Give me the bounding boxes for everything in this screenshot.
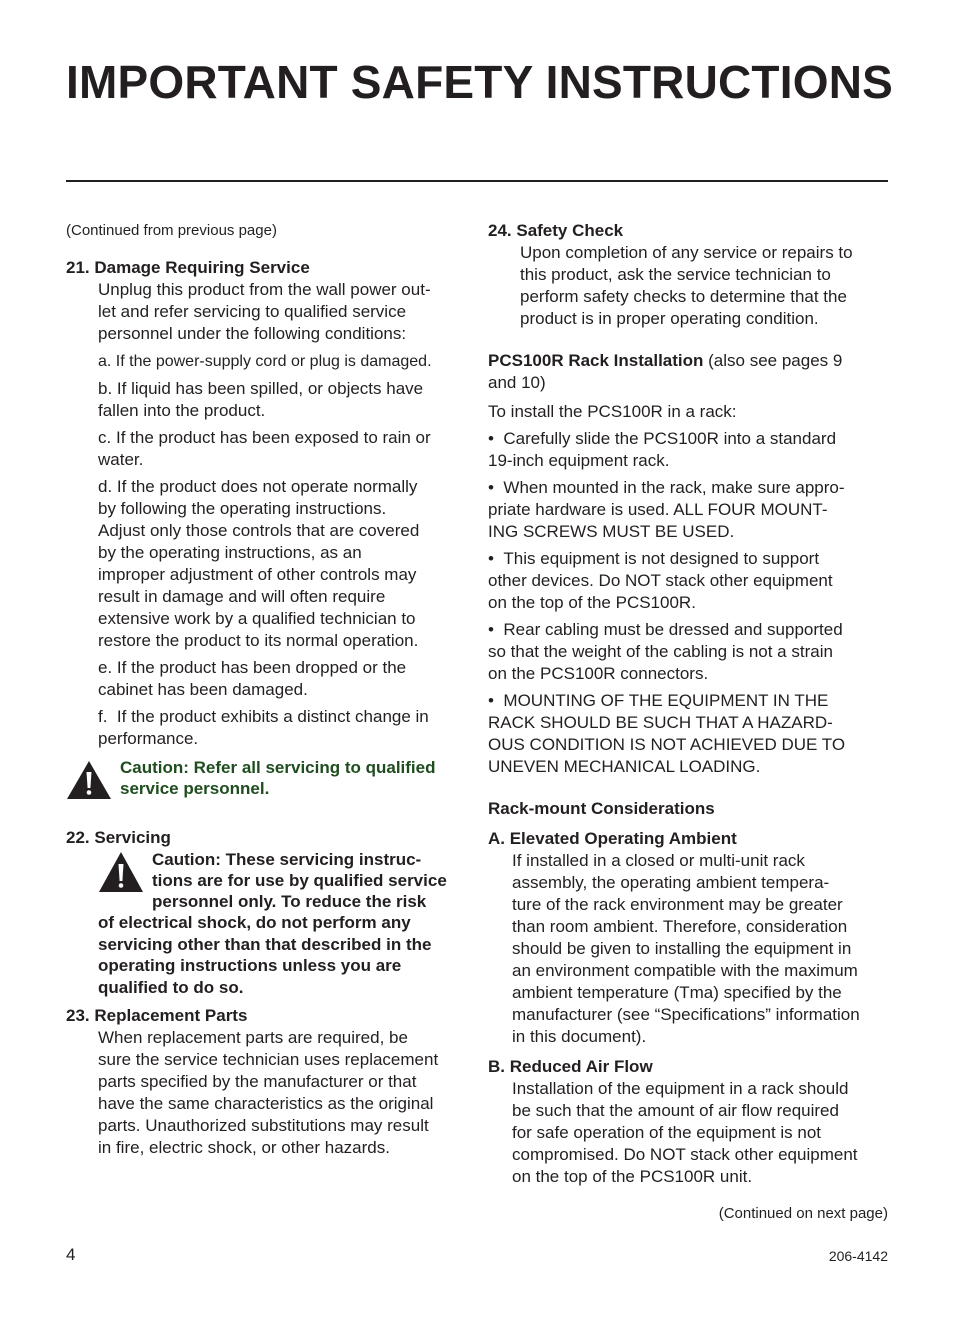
caution-line: service personnel. <box>120 779 270 798</box>
title-divider <box>66 180 888 182</box>
elevated-ambient-heading: A. Elevated Operating Ambient <box>488 829 737 848</box>
text-line: result in damage and will often require <box>98 587 386 606</box>
text-line: ING SCREWS MUST BE USED. <box>488 522 735 541</box>
text-line: on the PCS100R connectors. <box>488 664 709 683</box>
warning-triangle-icon <box>98 851 144 898</box>
text-line: should be given to installing the equipment in <box>512 939 852 958</box>
text-line: in this document). <box>512 1027 647 1046</box>
text-line: When replacement parts are required, be <box>98 1028 408 1047</box>
caution-refer-servicing <box>66 757 471 806</box>
text-line: Unplug this product from the wall power out- <box>98 280 431 299</box>
text-line: than room ambient. Therefore, consideration <box>512 917 848 936</box>
text-line: be such that the amount of air flow required <box>512 1101 839 1120</box>
caution-line: personnel only. To reduce the risk <box>152 892 427 911</box>
rack-heading-line2: and 10) <box>488 373 546 392</box>
right-column <box>488 220 893 1225</box>
rack-bullet-list <box>488 428 893 778</box>
text-line: If liquid has been spilled, or objects have <box>116 379 424 398</box>
text-line: let and refer servicing to qualified service <box>98 302 407 321</box>
text-line: manufacturer (see “Specifications” information <box>512 1005 860 1024</box>
reduced-air-flow-heading: B. Reduced Air Flow <box>488 1057 653 1076</box>
text-line: water. <box>98 450 144 469</box>
section-23-body <box>66 1027 471 1159</box>
rack-considerations-heading: Rack-mount Considerations <box>488 799 715 818</box>
reduced-air-flow-body <box>488 1078 893 1188</box>
item-label: d. <box>98 477 113 496</box>
item-label: b. <box>98 379 113 398</box>
continued-from-note: (Continued from previous page) <box>66 222 277 239</box>
warning-triangle-icon <box>66 760 112 806</box>
section-22-caution <box>66 849 471 998</box>
list-item: • This equipment is not designed to support other devices. Do NOT stack other equipment on the top of the PCS100R. <box>488 548 893 614</box>
text-line: perform safety checks to determine that the <box>520 287 847 306</box>
text-line: assembly, the operating ambient tempera- <box>512 873 830 892</box>
text-line: other devices. Do NOT stack other equipment <box>488 571 833 590</box>
text-line: If the product has been exposed to rain or <box>115 428 431 447</box>
text-line: ambient temperature (Tma) specified by the <box>512 983 842 1002</box>
text-line: If installed in a closed or multi-unit rack <box>512 851 805 870</box>
text-line: fallen into the product. <box>98 401 266 420</box>
continued-on-note: (Continued on next page) <box>718 1205 888 1222</box>
text-line: Upon completion of any service or repairs to <box>520 243 853 262</box>
left-column <box>66 220 471 1159</box>
condition-item-a <box>66 351 471 373</box>
rack-intro: To install the PCS100R in a rack: <box>488 402 737 421</box>
rack-heading-rest: (also see pages 9 <box>703 351 843 370</box>
text-line: OUS CONDITION IS NOT ACHIEVED DUE TO <box>488 735 846 754</box>
text-line: have the same characteristics as the original <box>98 1094 434 1113</box>
rack-installation-heading <box>488 350 893 394</box>
text-line: If the product exhibits a distinct change in <box>116 707 429 726</box>
caution-line: operating instructions unless you are <box>98 956 402 975</box>
text-line: Carefully slide the PCS100R into a standard <box>503 429 837 448</box>
condition-item-f <box>66 706 471 750</box>
text-line: 19-inch equipment rack. <box>488 451 670 470</box>
condition-item-b <box>66 378 471 422</box>
text-line: by the operating instructions, as an <box>98 543 362 562</box>
condition-list <box>66 351 471 750</box>
caution-line: qualified to do so. <box>98 977 244 997</box>
text-line: priate hardware is used. ALL FOUR MOUNT- <box>488 500 828 519</box>
text-line: personnel under the following conditions: <box>98 324 407 343</box>
text-line: improper adjustment of other controls may <box>98 565 417 584</box>
text-line: If the power-supply cord or plug is damaged. <box>115 353 432 370</box>
text-line: Installation of the equipment in a rack should <box>512 1079 849 1098</box>
text-line: performance. <box>98 729 199 748</box>
text-line: When mounted in the rack, make sure appro- <box>503 478 845 497</box>
list-item: • MOUNTING OF THE EQUIPMENT IN THE RACK SHOULD BE SUCH THAT A HAZARD- OUS CONDITION IS NOT ACHIEVED DUE TO UNEVEN MECHANICAL LOADING. <box>488 690 893 778</box>
item-label: a. <box>98 353 112 370</box>
condition-item-c <box>66 427 471 471</box>
text-line: in fire, electric shock, or other hazards. <box>98 1138 390 1157</box>
text-line: compromised. Do NOT stack other equipment <box>512 1145 858 1164</box>
text-line: for safe operation of the equipment is not <box>512 1123 822 1142</box>
list-item: • Rear cabling must be dressed and supported so that the weight of the cabling is not a strain on the PCS100R connectors. <box>488 619 893 685</box>
text-line: Adjust only those controls that are covered <box>98 521 420 540</box>
text-line: on the top of the PCS100R unit. <box>512 1167 753 1186</box>
caution-line: of electrical shock, do not perform any <box>98 913 411 932</box>
text-line: extensive work by a qualified technician to <box>98 609 416 628</box>
text-line: If the product has been dropped or the <box>116 658 407 677</box>
section-21-heading: 21. Damage Requiring Service <box>66 258 310 277</box>
caution-line: Caution: These servicing instruc- <box>152 850 422 869</box>
text-line: This equipment is not designed to support <box>503 549 820 568</box>
page-number: 4 <box>66 1245 76 1264</box>
section-21-intro <box>66 279 471 345</box>
condition-item-d <box>66 476 471 652</box>
condition-item-e <box>66 657 471 701</box>
text-line: parts. Unauthorized substitutions may result <box>98 1116 429 1135</box>
text-line: by following the operating instructions. <box>98 499 387 518</box>
text-line: sure the service technician uses replacement <box>98 1050 439 1069</box>
text-line: RACK SHOULD BE SUCH THAT A HAZARD- <box>488 713 833 732</box>
text-line: restore the product to its normal operation. <box>98 631 419 650</box>
text-line: an environment compatible with the maximum <box>512 961 858 980</box>
caution-line: servicing other than that described in the <box>98 934 432 954</box>
list-item: • When mounted in the rack, make sure appro- priate hardware is used. ALL FOUR MOUNT- ING SCREWS MUST BE USED. <box>488 477 893 543</box>
caution-line: Caution: Refer all servicing to qualified <box>120 758 436 777</box>
caution-line: tions are for use by qualified service <box>152 871 447 890</box>
item-label: e. <box>98 658 113 677</box>
section-24-heading: 24. Safety Check <box>488 221 624 240</box>
text-line: parts specified by the manufacturer or that <box>98 1072 417 1091</box>
section-24-body <box>488 242 893 330</box>
text-line: UNEVEN MECHANICAL LOADING. <box>488 757 761 776</box>
document-number: 206-4142 <box>828 1248 888 1264</box>
text-line: product is in proper operating condition. <box>520 309 819 328</box>
text-line: Rear cabling must be dressed and supported <box>503 620 843 639</box>
text-line: If the product does not operate normally <box>116 477 418 496</box>
text-line: cabinet has been damaged. <box>98 680 308 699</box>
text-line: on the top of the PCS100R. <box>488 593 696 612</box>
text-line: so that the weight of the cabling is not a strain <box>488 642 833 661</box>
rack-heading-bold: PCS100R Rack Installation <box>488 351 704 370</box>
item-label: f. <box>98 707 108 726</box>
text-line: this product, ask the service technician to <box>520 265 831 284</box>
page-title: IMPORTANT SAFETY INSTRUCTIONS <box>66 56 893 108</box>
section-23-heading: 23. Replacement Parts <box>66 1006 248 1025</box>
item-label: c. <box>98 428 112 447</box>
text-line: MOUNTING OF THE EQUIPMENT IN THE <box>503 691 829 710</box>
text-line: ture of the rack environment may be greater <box>512 895 843 914</box>
elevated-ambient-body <box>488 850 893 1048</box>
section-22-heading: 22. Servicing <box>66 828 171 847</box>
list-item: • Carefully slide the PCS100R into a standard 19-inch equipment rack. <box>488 428 893 472</box>
